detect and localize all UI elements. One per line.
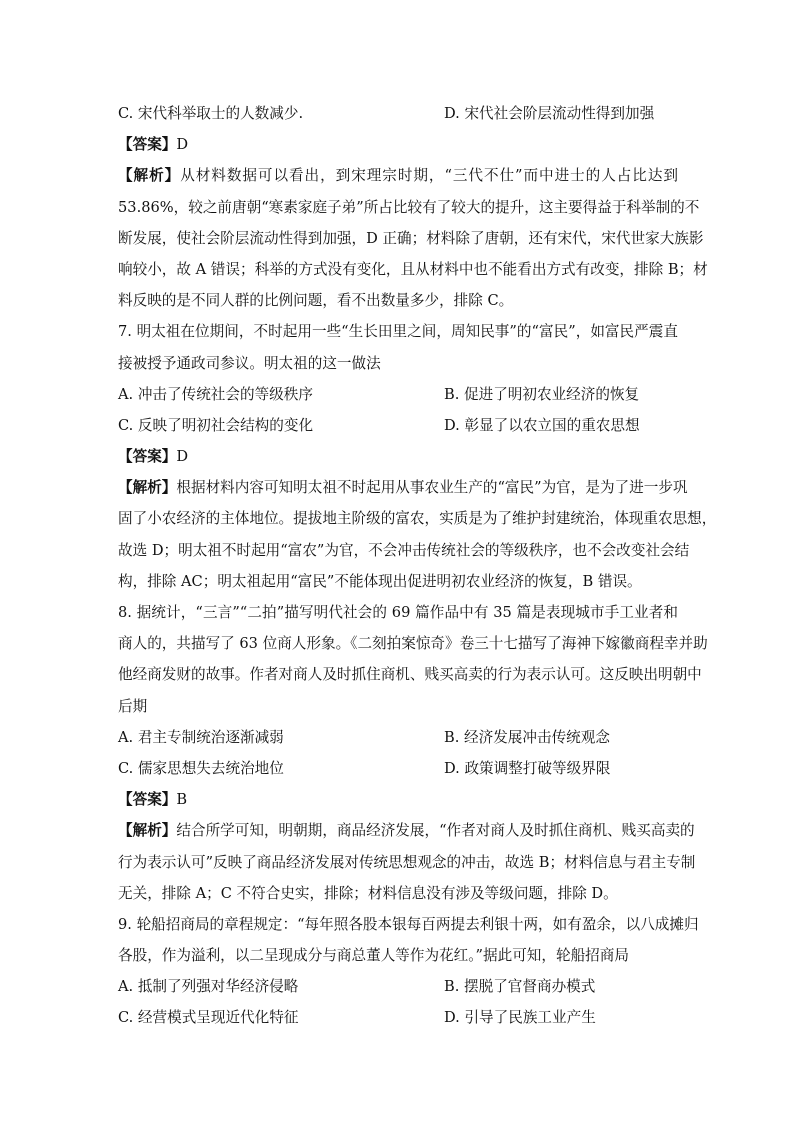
answer-tag: 【答案】: [118, 448, 177, 466]
answer-value: D: [176, 136, 189, 154]
q7-option-a[interactable]: A. 冲击了传统社会的等级秩序: [118, 385, 313, 403]
q8-option-c[interactable]: C. 儒家思想失去统治地位: [118, 759, 284, 777]
answer-tag: 【答案】: [118, 136, 177, 154]
q6-options-cd: [118, 98, 678, 129]
analysis-text: 根据材料内容可知明太祖不时起用从事农业生产的“富民”为官，是为了进一步巩: [176, 479, 688, 497]
q7-option-d[interactable]: D. 彰显了以农立国的重农思想: [444, 416, 640, 434]
q9-options-ab: [118, 971, 678, 1002]
q7-options-ab: [118, 379, 678, 410]
q7-analysis-line-2: 固了小农经济的主体地位。提拔地主阶级的富农，实质是为了维护封建统治，体现重农思想，: [118, 510, 717, 528]
q8-option-b[interactable]: B. 经济发展冲击传统观念: [444, 728, 610, 746]
analysis-text: 从材料数据可以看出，到宋理宗时期，“三代不仕”而中进士的人占比达到: [180, 167, 678, 185]
analysis-tag: 【解析】: [118, 479, 177, 497]
q6-analysis-line-2: 53.86%，较之前唐朝“寒素家庭子弟”所占比较有了较大的提升，这主要得益于科举制的不: [118, 198, 700, 216]
q9-option-b[interactable]: B. 摆脱了官督商办模式: [444, 978, 596, 996]
q6-option-c[interactable]: C. 宋代科举取士的人数减少.: [118, 105, 304, 122]
q9-stem-line-1: 9. 轮船招商局的章程规定：“每年照各股本银每百两提去利银十两，如有盈余，以八成摊归: [118, 915, 699, 933]
q7-analysis-line-4: 构，排除 AC；明太祖起用“富民”不能体现出促进明初农业经济的恢复，B 错误。: [118, 572, 642, 590]
q6-analysis-line-1: [118, 160, 678, 191]
q6-answer: [118, 129, 678, 160]
q8-options-ab: [118, 722, 678, 753]
q7-stem-line-2: 接被授予通政司参议。明太祖的这一做法: [118, 354, 381, 372]
q8-option-d[interactable]: D. 政策调整打破等级界限: [444, 759, 611, 777]
q6-analysis-line-4: 响较小，故 A 错误；科举的方式没有变化，且从材料中也不能看出方式有改变，排除 B；材: [118, 260, 708, 278]
q8-stem-line-2: 商人的，共描写了 63 位商人形象。《二刻拍案惊奇》卷三十七描写了海神下嫁徽商程幸并助: [118, 635, 708, 653]
q7-option-b[interactable]: B. 促进了明初农业经济的恢复: [444, 385, 640, 403]
q8-stem-line-1: 8. 据统计，“三言”“二拍”描写明代社会的 69 篇作品中有 35 篇是表现城市手工业者和: [118, 604, 678, 621]
answer-tag: 【答案】: [118, 791, 177, 809]
q7-option-c[interactable]: C. 反映了明初社会结构的变化: [118, 416, 314, 434]
q8-analysis-line-2: 行为表示认可”反映了商品经济发展对传统思想观念的冲击，故选 B；材料信息与君主专制: [118, 853, 696, 871]
q8-analysis-line-1: [118, 815, 695, 846]
analysis-text: 结合所学可知，明朝期，商品经济发展，“作者对商人及时抓住商机、贱买高卖的: [176, 822, 695, 840]
q9-option-d[interactable]: D. 引导了民族工业产生: [444, 1009, 596, 1027]
analysis-tag: 【解析】: [118, 167, 181, 185]
answer-value: B: [176, 791, 188, 809]
q9-options-cd: [118, 1002, 678, 1033]
q7-analysis-line-3: 故选 D；明太祖不时起用“富农”为官，不会冲击传统社会的等级秩序，也不会改变社会结: [118, 541, 690, 559]
exam-page: [118, 98, 717, 1034]
q9-option-a[interactable]: A. 抵制了列强对华经济侵略: [118, 978, 299, 996]
analysis-tag: 【解析】: [118, 822, 177, 840]
q8-answer: [118, 784, 678, 815]
q9-option-c[interactable]: C. 经营模式呈现近代化特征: [118, 1009, 299, 1027]
q7-analysis-line-1: [118, 472, 688, 503]
q7-stem-line-1: 7. 明太祖在位期间，不时起用一些“生长田里之间，周知民事”的“富民”，如富民严震直: [118, 323, 678, 341]
answer-value: D: [176, 448, 189, 466]
q6-analysis-line-3: 断发展，使社会阶层流动性得到加强，D 正确；材料除了唐朝，还有宋代，宋代世家大族影: [118, 229, 704, 247]
q8-stem-line-4: 后期: [118, 697, 148, 715]
q7-options-cd: [118, 410, 678, 441]
q8-option-a[interactable]: A. 君主专制统治逐渐减弱: [118, 728, 284, 746]
q8-options-cd: [118, 753, 678, 784]
q7-answer: [118, 441, 678, 472]
q6-analysis-line-5: 料反映的是不同人群的比例问题，看不出数量多少，排除 C。: [118, 292, 514, 310]
q6-option-d[interactable]: D. 宋代社会阶层流动性得到加强: [444, 105, 655, 122]
q9-stem-line-2: 各股，作为溢利，以二呈现成分与商总董人等作为花红。”据此可知，轮船招商局: [118, 947, 629, 965]
q8-analysis-line-3: 无关，排除 A；C 不符合史实，排除；材料信息没有涉及等级问题，排除 D。: [118, 884, 618, 902]
q8-stem-line-3: 他经商发财的故事。作者对商人及时抓住商机、贱买高卖的行为表示认可。这反映出明朝中: [118, 666, 702, 684]
